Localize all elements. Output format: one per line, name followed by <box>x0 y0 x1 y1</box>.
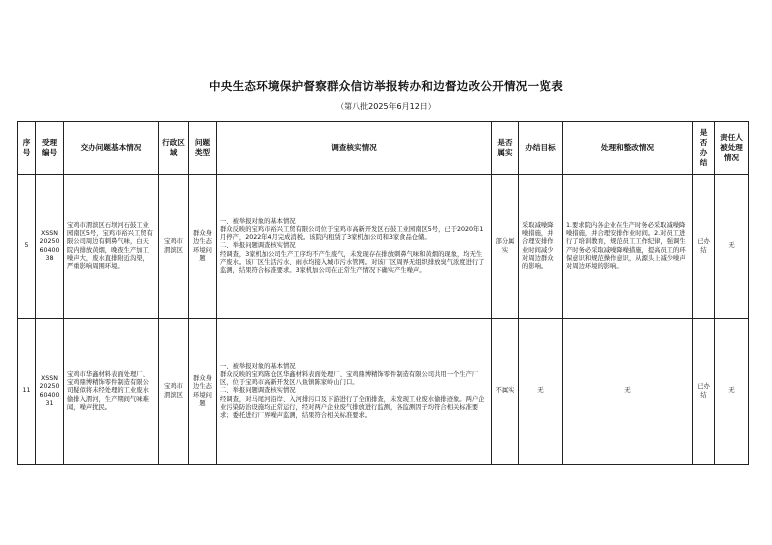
header-investigation: 调查核实情况 <box>217 122 492 175</box>
row-type: 群众身边生态环境问题 <box>189 319 217 465</box>
row-responsible: 无 <box>715 175 749 319</box>
header-responsible: 责任人被处理情况 <box>715 122 749 175</box>
header-index: 序号 <box>18 122 36 175</box>
table-row <box>18 175 749 319</box>
header-code: 受理编号 <box>36 122 64 175</box>
row-verified: 部分属实 <box>492 175 519 319</box>
row-region: 宝鸡市渭滨区 <box>159 175 189 319</box>
header-target: 办结目标 <box>519 122 563 175</box>
table-header-row <box>18 122 749 175</box>
row-investigation: 一、被举报对象的基本情况 群众反映的宝鸡陈仓区华鑫材料表面处理厂、宝鸡鼎博精饰零件制造有限公司共用一个生产厂区，位于宝鸡市高新开发区八鱼镇陈家岭山门口。 二、举报问题调查核实情况 经调查，对马尾河沿岸、入河排污口及下游进行了全面排查，未发现工业废水偷排迹象。两户企业污染防治设施均正常运行，经对两户企业废气排放进行监测，各监测因子均符合相关标准要求；委托进行厂界噪声监测，结果符合相关标准要求。 <box>220 362 485 419</box>
row-closed: 已办结 <box>693 319 715 465</box>
header-region: 行政区域 <box>159 122 189 175</box>
row-region: 宝鸡市渭滨区 <box>159 319 189 465</box>
row-investigation: 一、被举报对象的基本情况 群众反映的宝鸡市裕兴工贸有限公司位于宝鸡市高新开发区石鼓工业园南区5号，已于2020年1月停产，2022年4月完成消税。该院内租赁了3家机加公司和3家食品仓储。 二、举报问题调查核实情况 经调查，3家机加公司生产工序均不产生废气，未发现存在排放刺鼻气味和黄烟的现象，均无生产废水。该厂区生活污水、雨水均接入城市污水管网。对该厂区周界无组织排放臭气浓度进行了监测，结果符合标准要求。3家机加公司在正常生产情况下确实产生噪声。 <box>220 217 485 274</box>
row-code: XSSN202506040038 <box>36 175 64 319</box>
row-closed: 已办结 <box>693 175 715 319</box>
petition-table <box>17 121 749 465</box>
row-verified: 不属实 <box>492 319 519 465</box>
row-code: XSSN202506040031 <box>36 319 64 465</box>
row-handling: 无 <box>563 319 693 465</box>
header-verified: 是否属实 <box>492 122 519 175</box>
row-handling: 1.要求院内各企业在生产时务必采取减噪降噪措施，并合理安排作业时间。2.对员工进行了培训教育，规范员工工作纪律，强调生产时务必采取减噪降噪措施，提高员工的环保意识和规范操作意识，从源头上减少噪声对周边环境的影响。 <box>566 221 686 270</box>
page-title: 中央生态环境保护督察群众信访举报转办和边督边改公开情况一览表 <box>209 79 563 93</box>
header-handling: 处理和整改情况 <box>563 122 693 175</box>
page-subtitle: （第八批2025年6月12日） <box>336 102 436 111</box>
header-basic: 交办问题基本情况 <box>64 122 159 175</box>
row-basic: 宝鸡市华鑫材料表面处理厂、宝鸡鼎博精饰零件制造有限公司疑似将未经处理的工业废水偷排入渭河，生产期间气味难闻，噪声扰民。 <box>67 370 149 411</box>
row-type: 群众身边生态环境问题 <box>189 175 217 319</box>
header-type: 问题类型 <box>189 122 217 175</box>
row-responsible: 无 <box>715 319 749 465</box>
table-row <box>18 319 749 465</box>
row-basic: 宝鸡市渭滨区石坝河石鼓工业园南区5号，宝鸡市裕兴工贸有限公司周边有刺鼻气味，白天院内排放黄烟，晚夜生产加工噪声大，废水直排附近沟渠，严重影响周围环境。 <box>67 221 153 270</box>
row-target: 采取减噪降噪措施，并合理安排作业时间减少对周边群众的影响。 <box>522 221 554 270</box>
row-index: 11 <box>18 319 36 465</box>
row-target: 无 <box>519 319 563 465</box>
row-index: 5 <box>18 175 36 319</box>
header-closed: 是否办结 <box>693 122 715 175</box>
